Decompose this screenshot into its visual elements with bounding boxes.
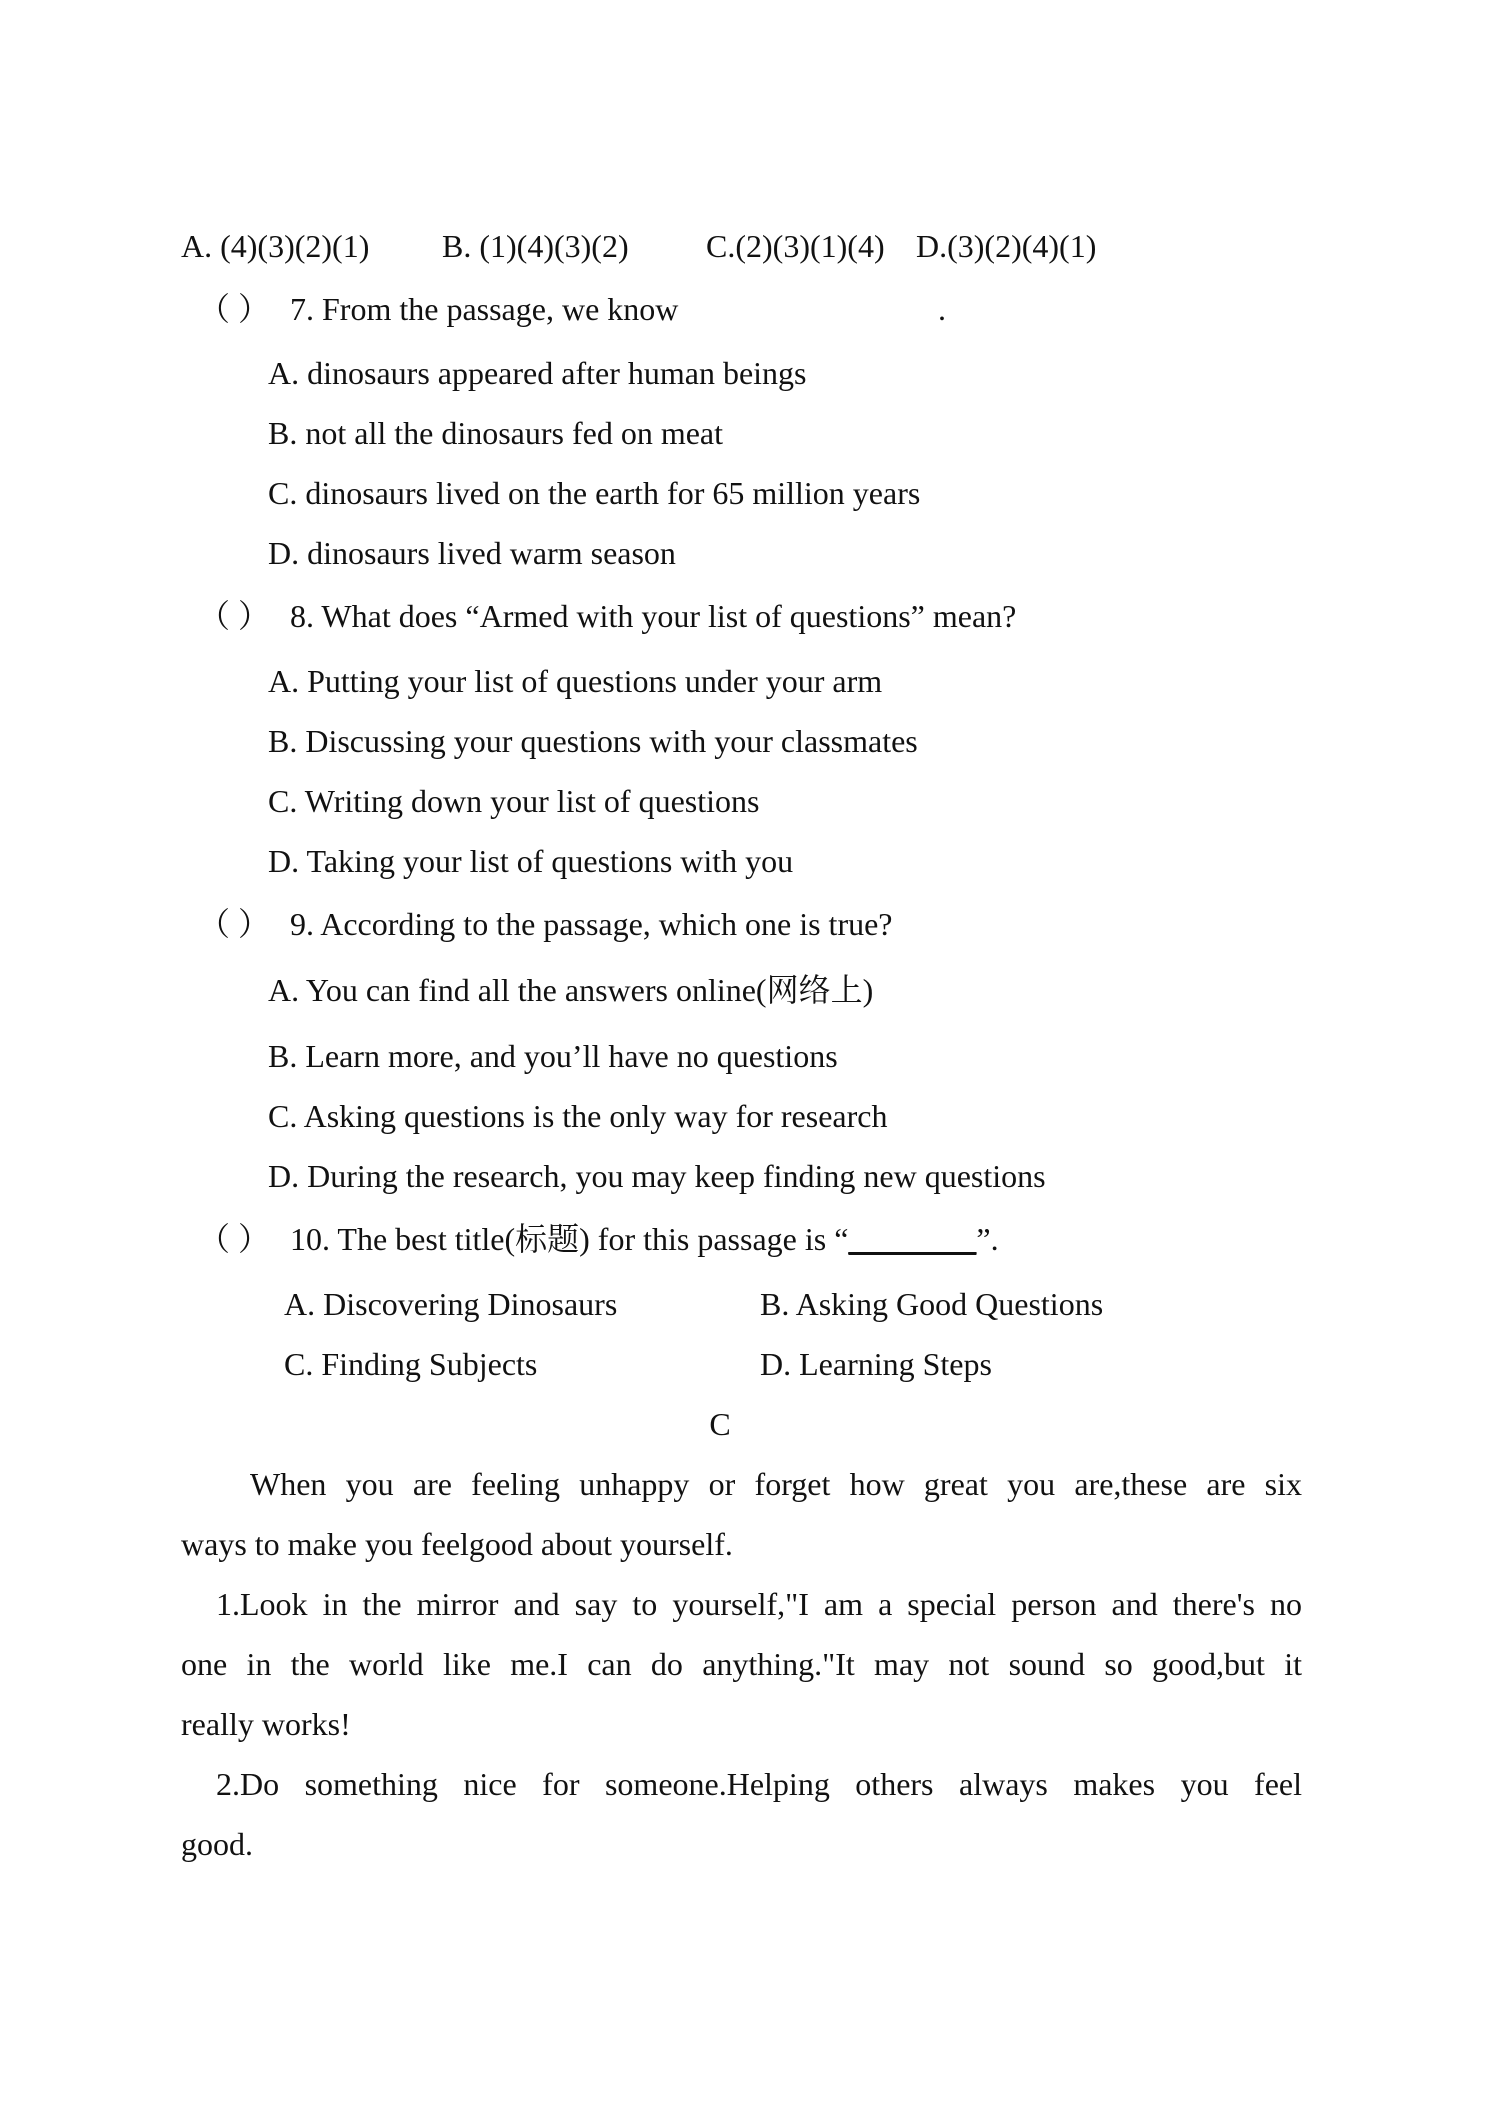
answer-paren-q7: （ ） (198, 291, 271, 327)
question-10-option-b: B. Asking Good Questions (760, 1286, 1104, 1322)
order-option-a: A. (4)(3)(2)(1) (181, 228, 370, 264)
question-7-option-c: C. dinosaurs lived on the earth for 65 million years (268, 475, 921, 511)
question-9-option-d: D. During the research, you may keep finding new questions (268, 1158, 1046, 1194)
section-c-point-1-line-3: really works! (181, 1706, 351, 1742)
section-c-heading: C (709, 1406, 731, 1442)
question-10-option-c: C. Finding Subjects (284, 1346, 538, 1382)
section-c-point-1-line-2: one in the world like me.I can do anything."It may not sound so good,but it (181, 1646, 1302, 1682)
question-9-option-a: A. You can find all the answers online(网络上) (268, 972, 874, 1008)
section-c-point-2-line-1: 2.Do something nice for someone.Helping others always makes you feel (216, 1766, 1302, 1802)
question-7-option-d: D. dinosaurs lived warm season (268, 535, 676, 571)
order-option-b: B. (1)(4)(3)(2) (442, 228, 629, 264)
answer-paren-q8: （ ） (198, 598, 271, 634)
question-10-option-a: A. Discovering Dinosaurs (284, 1286, 618, 1322)
order-option-d: D.(3)(2)(4)(1) (916, 228, 1097, 264)
order-option-c: C.(2)(3)(1)(4) (706, 228, 885, 264)
question-10-stem-end: ”. (976, 1221, 999, 1257)
question-10-blank: ________ (848, 1221, 977, 1257)
question-8-option-b: B. Discussing your questions with your classmates (268, 723, 918, 759)
question-8-option-c: C. Writing down your list of questions (268, 783, 760, 819)
section-c-intro-line-1: When you are feeling unhappy or forget how great you are,these are six (250, 1466, 1302, 1502)
answer-paren-q9: （ ） (198, 906, 271, 942)
question-7-stem: 7. From the passage, we know (290, 291, 679, 327)
question-10-stem (290, 1219, 999, 1259)
question-7-stem-end: . (938, 291, 946, 327)
section-c-point-1-line-1: 1.Look in the mirror and say to yourself,"I am a special person and there's no (216, 1586, 1302, 1622)
question-8-option-d: D. Taking your list of questions with you (268, 843, 794, 879)
question-8-stem: 8. What does “Armed with your list of questions” mean? (290, 598, 1017, 634)
answer-paren-q10: （ ） (198, 1221, 271, 1257)
question-7-option-b: B. not all the dinosaurs fed on meat (268, 415, 724, 451)
question-8-option-a: A. Putting your list of questions under your arm (268, 663, 883, 699)
question-7-option-a: A. dinosaurs appeared after human beings (268, 355, 807, 391)
question-9-option-c: C. Asking questions is the only way for research (268, 1098, 888, 1134)
question-10-option-d: D. Learning Steps (760, 1346, 992, 1382)
question-9-option-b: B. Learn more, and you’ll have no questions (268, 1038, 838, 1074)
section-c-intro-line-2: ways to make you feelgood about yourself. (181, 1526, 733, 1562)
question-10-stem-start: 10. The best title(标题) for this passage is “ (290, 1221, 849, 1257)
section-c-point-2-line-2: good. (181, 1826, 253, 1862)
question-9-stem: 9. According to the passage, which one is true? (290, 906, 893, 942)
